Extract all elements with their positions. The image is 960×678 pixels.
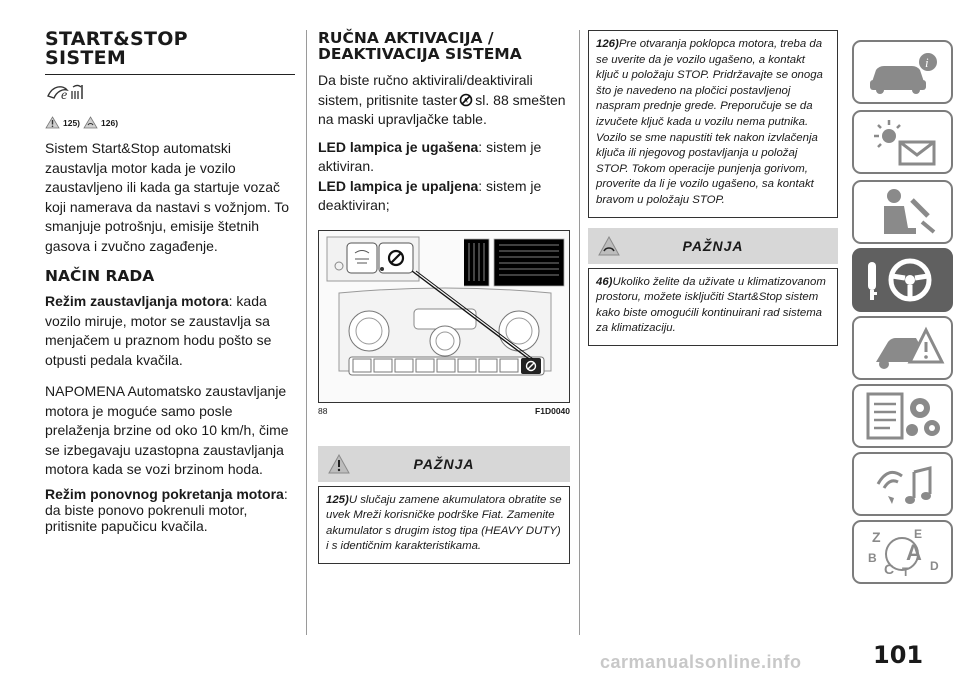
car-info-icon xyxy=(854,42,951,102)
steering-wheel-icon xyxy=(854,250,951,310)
column-start-stop xyxy=(45,30,295,534)
restart-paragraph: Režim ponovnog pokretanja motora: da biste ponovo pokrenuli motor, pritisnite papučicu kvačila. xyxy=(45,485,288,534)
title-rule xyxy=(45,74,295,75)
tab-maintenance-gears[interactable] xyxy=(852,384,953,448)
warning-references: 125) 126) xyxy=(45,116,295,129)
page-number: 101 xyxy=(873,641,924,669)
figure-caption: 88 F1D0040 xyxy=(318,405,570,416)
tab-multimedia[interactable] xyxy=(852,452,953,516)
tab-car-info[interactable] xyxy=(852,40,953,104)
stop-mode-paragraph: Režim zaustavljanja motora: kada vozilo miruje, motor se zaustavlja sa menjačem u praznom hodu pošto se otpusti pedala kvačila. xyxy=(45,293,272,368)
watermark: carmanualsonline.info xyxy=(600,652,802,672)
svg-text:B: B xyxy=(868,551,877,565)
column-warnings xyxy=(588,30,838,346)
led-off-paragraph: LED lampica je ugašena: sistem je aktiviran. xyxy=(318,138,542,174)
column-divider xyxy=(579,30,580,635)
caution-banner: PAŽNJA xyxy=(588,228,838,264)
dashboard-figure xyxy=(318,230,570,403)
tab-warning-triangle[interactable] xyxy=(852,316,953,380)
safety-seat-icon xyxy=(854,182,951,242)
column-manual-activation xyxy=(318,30,570,564)
column-divider xyxy=(306,30,307,635)
section-title: START&STOP SISTEM xyxy=(45,28,188,69)
warning-note-125: 125)U slučaju zamene akumulatora obratite se uvek Mreži korisničke podrške Fiat. Zamenite akumulator s drugim istog tipa (HEAVY DUTY) i s identičnim karakteristikama. xyxy=(318,486,570,564)
dashboard-illustration xyxy=(319,231,570,402)
svg-text:D: D xyxy=(930,559,939,573)
svg-text:Z: Z xyxy=(872,529,881,545)
start-stop-button-icon xyxy=(459,93,473,107)
lights-mail-icon xyxy=(854,112,951,172)
maintenance-icon xyxy=(854,386,951,446)
tab-lights-mail[interactable] xyxy=(852,110,953,174)
alphabet-index-icon xyxy=(854,522,951,582)
warning-banner: PAŽNJA xyxy=(318,446,570,482)
led-on-paragraph: LED lampica je upaljena: sistem je deaktiviran; xyxy=(318,177,542,213)
eco-symbol-icon xyxy=(45,81,295,108)
caution-note-46: 46)Ukoliko želite da uživate u klimatizovanom prostoru, možete isključiti Start&Stop sistem kako biste omogućili kontinuirani rad sistema za klimatizaciju. xyxy=(588,268,838,346)
tab-safety-seat[interactable] xyxy=(852,180,953,244)
svg-text:E: E xyxy=(914,527,923,541)
multimedia-icon xyxy=(854,454,951,514)
svg-text:A: A xyxy=(906,540,922,565)
section-title-manual: RUČNA AKTIVACIJA / DEAKTIVACIJA SISTEMA xyxy=(318,29,522,63)
svg-text:C: C xyxy=(884,561,895,577)
breakdown-icon xyxy=(854,318,951,378)
svg-text:i: i xyxy=(925,55,929,70)
tab-steering-key[interactable] xyxy=(852,248,953,312)
manual-paragraph: Da biste ručno aktivirali/deaktivirali sistem, pritisnite taster A sl. 88 smešten na maski upravljačke table. xyxy=(318,72,566,127)
svg-text:A: A xyxy=(463,98,469,104)
warning-icon xyxy=(45,116,60,129)
mode-heading: NAČIN RADA xyxy=(45,267,155,285)
note-paragraph: NAPOMENA Automatsko zaustavljanje motora je moguće samo posle prelaženja brzine od oko 10 km/h, čime se izbegavaju uzastopna zaustavljanja motora kada se vozi brzinom hoda. xyxy=(45,383,289,477)
caution-icon xyxy=(83,116,98,129)
intro-paragraph: Sistem Start&Stop automatski zaustavlja motor kada je vozilo zaustavljeno ili kada ga startuje vozač koji namerava da nastavi s vožnjom. To smanjuje potrošnju, emisije štetnih gasova i zvučno zagađenje. xyxy=(45,140,290,254)
svg-text:T: T xyxy=(902,565,910,579)
tab-index[interactable] xyxy=(852,520,953,584)
svg-text:e: e xyxy=(61,88,68,103)
warning-note-126: 126)Pre otvaranja poklopca motora, treba da se uverite da je vozilo ugašeno, a kontakt ključ u položaju STOP. Pridržavajte se onoga što je navedeno na pločici postavljenoj naspram prednje grede. Preporučuje se da izvučete ključ kada u vozilu nema putnika. Vozilo se sme napustiti tek nakon izvlačenja ključa ili njegovog postavljanja u položaj STOP. Tokom operacije punjenja gorivom, proverite da li je vozilo ugašeno, sa kontakt bravom u položaju STOP. xyxy=(588,30,838,218)
